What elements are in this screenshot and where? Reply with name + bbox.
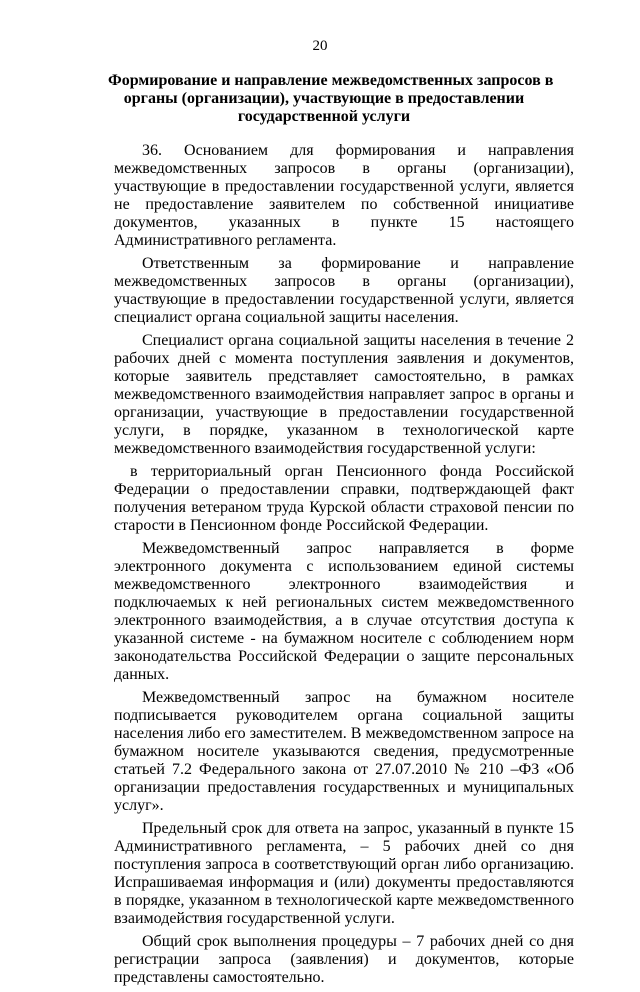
paragraph-specialist: Специалист органа социальной защиты населения в течение 2 рабочих дней с момента поступления заявления и документов, которые заявитель представляет самостоятельно, в рамках межведомственного взаимодействия направляет запрос в органы и организации, участвующие в предоставлении государственной услуги, в порядке, указанном в технологической карте межведомственного взаимодействия государственной услуги: bbox=[114, 332, 574, 457]
paragraph-electronic-request: Межведомственный запрос направляется в форме электронного документа с использованием единой системы межведомственного электронного взаимодействия и подключаемых к ней региональных систем межведомственного электронного взаимодействия, а в случае отсутствия доступа к указанной системе - на бумажном носителе с соблюдением норм законодательства Российской Федерации о защите персональных данных. bbox=[114, 540, 574, 683]
paragraph-response-term: Предельный срок для ответа на запрос, указанный в пункте 15 Административного регламента, – 5 рабочих дней со дня поступления запроса в соответствующий орган либо организацию. Испрашиваемая информация и (или) документы предоставляются в порядке, указанном в технологической карте межведомственного взаимодействия государственной услуги. bbox=[114, 820, 574, 927]
paragraph-pension-fund: в территориальный орган Пенсионного фонда Российской Федерации о предоставлении справки, подтверждающей факт получения ветераном труда Курской области страховой пенсии по старости в Пенсионном фонде Российской Федерации. bbox=[114, 463, 574, 534]
body-text bbox=[114, 142, 574, 992]
paragraph-paper-request: Межведомственный запрос на бумажном носителе подписывается руководителем органа социальной защиты населения либо его заместителем. В межведомственном запросе на бумажном носителе указываются сведения, предусмотренные статьей 7.2 Федерального закона от 27.07.2010 № 210 –ФЗ «Об организации предоставления государственных и муниципальных услуг». bbox=[114, 689, 574, 814]
paragraph-total-term: Общий срок выполнения процедуры – 7 рабочих дней со дня регистрации запроса (заявления) и документов, которые представлены самостоятельно. bbox=[114, 933, 574, 986]
heading-line: Формирование и направление межведомственных запросов в bbox=[108, 72, 554, 89]
section-heading bbox=[108, 72, 554, 126]
page-number: 20 bbox=[312, 38, 328, 54]
heading-line: государственной услуги bbox=[237, 108, 411, 125]
paragraph-responsible: Ответственным за формирование и направление межведомственных запросов в органы (организации), участвующие в предоставлении государственной услуги, является специалист органа социальной защиты населения. bbox=[114, 255, 574, 326]
heading-line: органы (организации), участвующие в предоставлении bbox=[123, 90, 525, 107]
paragraph-36: 36. Основанием для формирования и направления межведомственных запросов в органы (организации), участвующие в предоставлении государственной услуги, является не предоставление заявителем по собственной инициативе документов, указанных в пункте 15 настоящего Административного регламента. bbox=[114, 142, 574, 249]
